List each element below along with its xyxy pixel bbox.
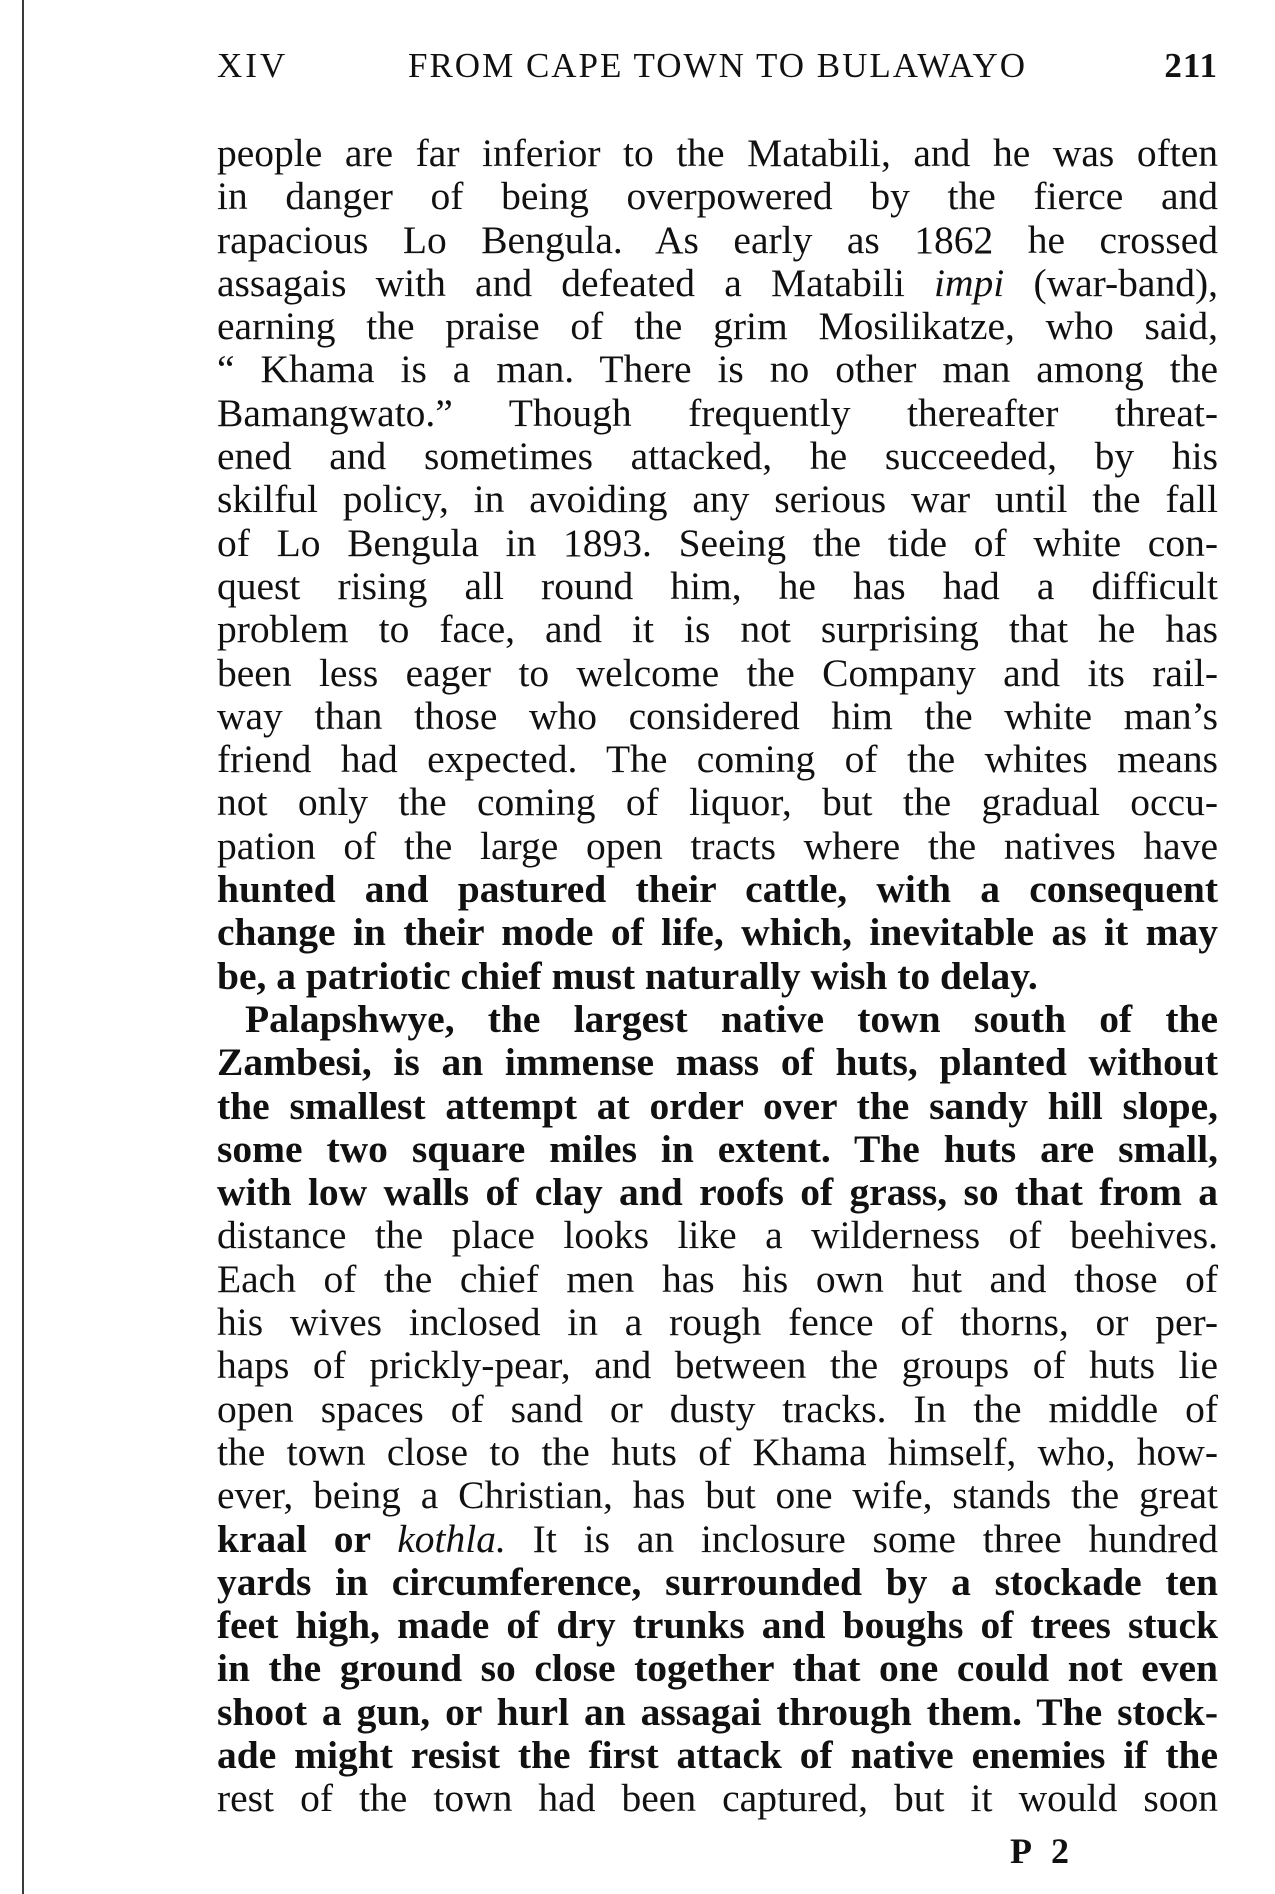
text-line: problem to face, and it is not surprising that he has (217, 607, 1218, 652)
text-line: open spaces of sand or dusty tracks. In the middle of (217, 1386, 1218, 1431)
page-number: 211 (1164, 46, 1218, 85)
text-line: rapacious Lo Bengula. As early as 1862 he crossed (217, 217, 1218, 262)
text-line: the town close to the huts of Khama himself, who, how- (217, 1429, 1218, 1474)
text-line: haps of prickly-pear, and between the groups of huts lie (217, 1343, 1218, 1388)
text-line: ened and sometimes attacked, he succeeded, by his (217, 434, 1218, 479)
text-line: Palapshwye, the largest native town south of the (245, 996, 1218, 1041)
text-line: rest of the town had been captured, but it would soon (217, 1776, 1218, 1821)
text-line: “ Khama is a man. There is no other man among the (217, 347, 1218, 392)
text-line: Each of the chief men has his own hut and those of (217, 1256, 1218, 1301)
text-fragment: assagais with and defeated a Matabili (217, 260, 935, 305)
text-line: been less eager to welcome the Company and its rail- (217, 650, 1218, 695)
text-line: people are far inferior to the Matabili, and he was often (217, 131, 1218, 175)
text-line: ever, being a Christian, has but one wife, stands the great (217, 1473, 1218, 1518)
text-line (217, 262, 1218, 305)
text-line: earning the praise of the grim Mosilikatze, who said, (217, 304, 1218, 349)
text-line: pation of the large open tracts where the natives have (217, 823, 1218, 868)
text-line: hunted and pastured their cattle, with a consequent (217, 867, 1218, 912)
text-line (217, 1518, 1218, 1561)
text-line: friend had expected. The coming of the whites means (217, 737, 1218, 782)
text-line: feet high, made of dry trunks and boughs of trees stuck (217, 1603, 1218, 1648)
text-fragment: It is an inclosure some three hundred (505, 1516, 1218, 1561)
text-line: distance the place looks like a wilderness of beehives. (217, 1213, 1218, 1258)
text-line: not only the coming of liquor, but the gradual occu- (217, 780, 1218, 825)
text-line: be, a patriotic chief must naturally wish to delay. (217, 953, 1038, 998)
running-header (217, 40, 1218, 92)
italic-term: kothla. (397, 1516, 506, 1561)
paragraph-1 (217, 132, 1218, 998)
text-fragment: kraal or (217, 1516, 398, 1561)
text-line: some two square miles in extent. The huts are small, (217, 1126, 1218, 1171)
text-line: in the ground so close together that one could not even (217, 1646, 1218, 1691)
running-title: FROM CAPE TOWN TO BULAWAYO (407, 46, 1027, 85)
paragraph-2 (217, 998, 1218, 1821)
text-line: shoot a gun, or hurl an assagai through them. The stock- (217, 1689, 1218, 1734)
text-line: in danger of being overpowered by the fierce and (217, 174, 1218, 219)
text-line: Zambesi, is an immense mass of huts, planted without (217, 1040, 1218, 1085)
text-line: skilful policy, in avoiding any serious war until the fall (217, 477, 1218, 522)
body-text (217, 132, 1218, 1821)
text-line: his wives inclosed in a rough fence of thorns, or per- (217, 1300, 1218, 1345)
page-edge (22, 0, 24, 1894)
text-line: Bamangwato.” Though frequently thereafter threat- (217, 390, 1218, 435)
chapter-number: XIV (217, 46, 289, 85)
text-line: way than those who considered him the white man’s (217, 693, 1218, 738)
text-fragment: (war-band), (1004, 260, 1218, 305)
text-line: of Lo Bengula in 1893. Seeing the tide of white con- (217, 520, 1218, 565)
text-line: ade might resist the first attack of native enemies if the (217, 1732, 1218, 1777)
text-line: the smallest attempt at order over the sandy hill slope, (217, 1083, 1218, 1128)
text-line: quest rising all round him, he has had a difficult (217, 563, 1218, 608)
signature-mark: P 2 (1010, 1831, 1076, 1871)
text-line: with low walls of clay and roofs of grass, so that from a (217, 1170, 1218, 1215)
text-line: change in their mode of life, which, inevitable as it may (217, 910, 1218, 955)
italic-term: impi (934, 260, 1005, 305)
text-line: yards in circumference, surrounded by a stockade ten (217, 1559, 1218, 1604)
